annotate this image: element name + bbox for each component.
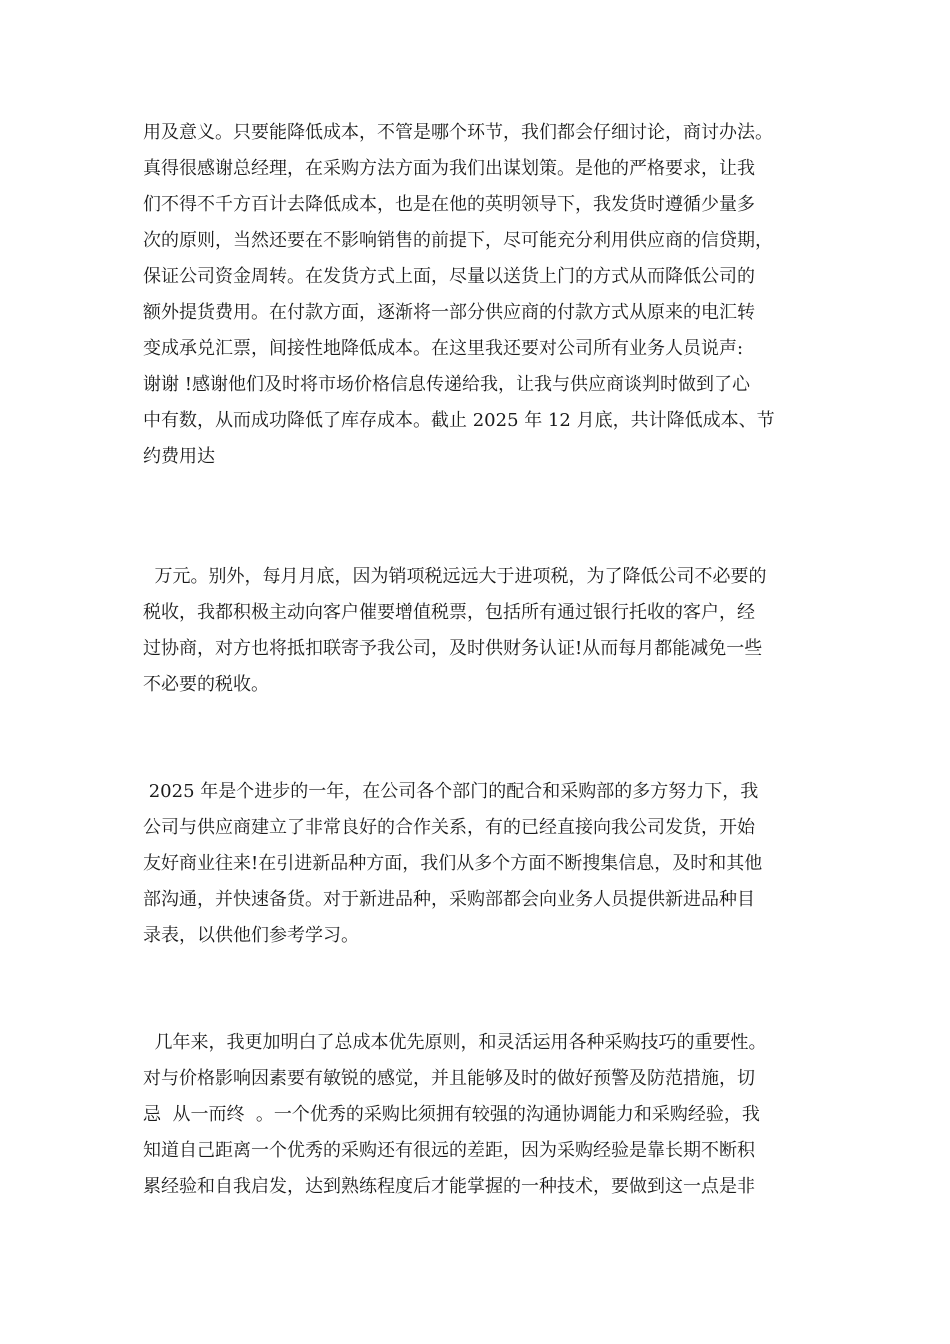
- text-line: 税收，我都积极主动向客户催要增值税票，包括所有通过银行托收的客户，经: [143, 602, 755, 623]
- text-line: 用及意义。只要能降低成本，不管是哪个环节，我们都会仔细讨论，商讨办法。: [143, 122, 773, 143]
- text-line: 们不得不千方百计去降低成本，也是在他的英明领导下，我发货时遵循少量多: [143, 194, 755, 215]
- text-line: 次的原则，当然还要在不影响销售的前提下，尽可能充分利用供应商的信贷期，: [143, 230, 773, 251]
- text-line: 录表，以供他们参考学习。: [143, 925, 359, 946]
- text-line: 谢谢 !感谢他们及时将市场价格信息传递给我，让我与供应商谈判时做到了心: [143, 374, 750, 395]
- text-line: 过协商，对方也将抵扣联寄予我公司，及时供财务认证!从而每月都能减免一些: [143, 638, 763, 659]
- text-line: 万元。别外，每月月底，因为销项税远远大于进项税，为了降低公司不必要的: [143, 566, 767, 587]
- text-line: 保证公司资金周转。在发货方式上面，尽量以送货上门的方式从而降低公司的: [143, 266, 755, 287]
- text-line: 真得很感谢总经理，在采购方法方面为我们出谋划策。是他的严格要求，让我: [143, 158, 755, 179]
- text-line: 对与价格影响因素要有敏锐的感觉，并且能够及时的做好预警及防范措施，切: [143, 1068, 755, 1089]
- paragraph-tax: [143, 559, 823, 703]
- text-line: 约费用达: [143, 446, 215, 467]
- text-line: 友好商业往来!在引进新品种方面，我们从多个方面不断搜集信息，及时和其他: [143, 853, 763, 874]
- text-line: 额外提货费用。在付款方面，逐渐将一部分供应商的付款方式从原来的电汇转: [143, 302, 755, 323]
- text-line: 公司与供应商建立了非常良好的合作关系，有的已经直接向我公司发货，开始: [143, 817, 755, 838]
- text-line: 不必要的税收。: [143, 674, 269, 695]
- paragraph-supplier-relations: [143, 774, 823, 954]
- text-line: 知道自己距离一个优秀的采购还有很远的差距，因为采购经验是靠长期不断积: [143, 1140, 755, 1161]
- text-line: 忌 从一而终 。一个优秀的采购比须拥有较强的沟通协调能力和采购经验，我: [143, 1104, 760, 1125]
- text-line: 中有数，从而成功降低了库存成本。截止 2025 年 12 月底，共计降低成本、节: [143, 410, 775, 431]
- text-line: 2025 年是个进步的一年，在公司各个部门的配合和采购部的多方努力下，我: [143, 781, 759, 802]
- text-line: 变成承兑汇票，间接性地降低成本。在这里我还要对公司所有业务人员说声:: [143, 338, 744, 359]
- text-line: 部沟通，并快速备货。对于新进品种，采购部都会向业务人员提供新进品种目: [143, 889, 755, 910]
- paragraph-cost-reduction: [143, 115, 823, 475]
- paragraph-reflection: [143, 1025, 823, 1205]
- text-line: 几年来，我更加明白了总成本优先原则，和灵活运用各种采购技巧的重要性。: [143, 1032, 767, 1053]
- text-line: 累经验和自我启发，达到熟练程度后才能掌握的一种技术，要做到这一点是非: [143, 1176, 755, 1197]
